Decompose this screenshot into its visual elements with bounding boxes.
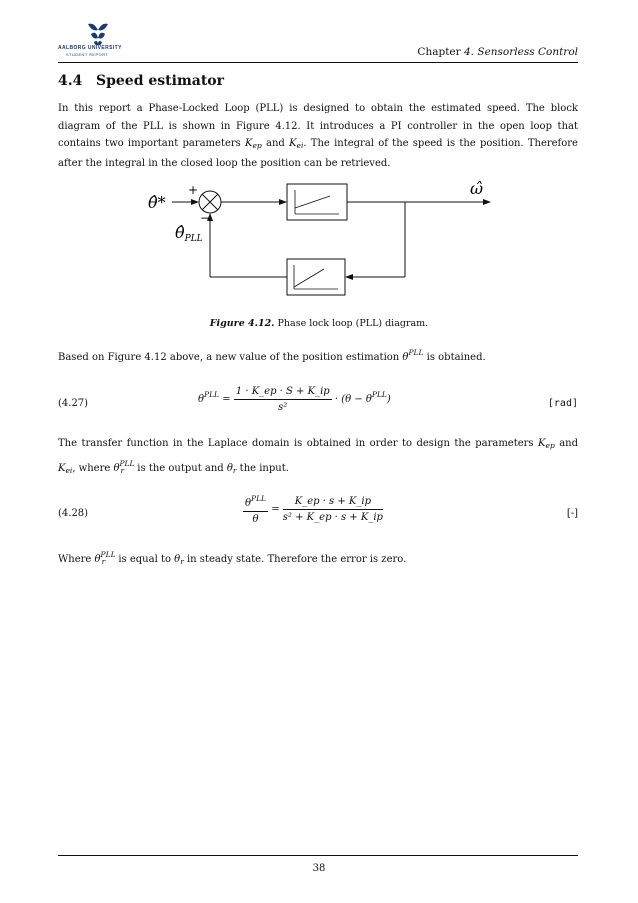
summing-junction: [199, 191, 221, 213]
section-title: Speed estimator: [96, 73, 225, 89]
figure-label: Figure 4.12.: [209, 318, 275, 329]
p3-and: and: [554, 438, 578, 449]
p4-theta: θ: [94, 554, 101, 565]
section-heading: [58, 73, 224, 89]
eq-rest-end: ): [386, 394, 391, 405]
eq-fraction: [234, 386, 332, 413]
equation-body: [198, 386, 391, 413]
chapter-number: 4.: [464, 46, 475, 58]
p3-text-c: is the output and: [134, 462, 227, 474]
equation-number: (4.27): [58, 398, 89, 409]
kep-subscript: ep: [252, 141, 262, 150]
equation-body: [243, 494, 383, 525]
kep-symbol: K: [245, 138, 253, 149]
eq-equals: =: [219, 394, 234, 405]
eq-equals: =: [268, 504, 283, 515]
p3-theta-r2: θ: [226, 462, 233, 474]
p3-kei-sub: ei: [65, 465, 73, 475]
p3-text-d: the input.: [236, 462, 289, 474]
logo-university-name: AALBORG UNIVERSITY: [58, 45, 122, 51]
paragraph-steady-state: [58, 546, 578, 571]
p3-theta-r-sup: PLL: [119, 458, 135, 468]
p3-kep: K: [538, 438, 546, 449]
p2-text-a: Based on Figure 4.12 above, a new value of the position estimation: [58, 352, 403, 363]
equation-number: (4.28): [58, 508, 89, 519]
equation-4-27: [58, 386, 578, 426]
kei-symbol: K: [289, 138, 297, 149]
intro-paragraph: [58, 100, 578, 172]
p4-text-b: is equal to: [115, 554, 175, 565]
input-theta-label: θ̂*: [148, 193, 166, 212]
eq-rest: · (θ − θ: [331, 394, 372, 405]
p2-text-b: is obtained.: [423, 352, 486, 363]
figure-caption: [0, 318, 638, 329]
kei-subscript: ei: [296, 141, 304, 150]
eq-denominator: s² + K_ep · s + K_ip: [282, 512, 383, 523]
eq-rhs-fraction: [283, 496, 383, 523]
figure-caption-text: Phase lock loop (PLL) diagram.: [277, 318, 429, 329]
pll-block-diagram: [120, 172, 520, 312]
plus-sign: +: [188, 183, 199, 197]
eq-lhs-sup: PLL: [204, 390, 220, 399]
footer-rule: [58, 855, 578, 856]
intro-and: and: [261, 138, 290, 149]
paragraph-transfer-function: [58, 435, 578, 479]
intro-text-a: In this report a Phase-Locked Loop (PLL) is designed to obtain the estimated speed. The block diagram of the PLL is shown in Figure 4.12. It introduces a PI controller in the open loop that contains two important parameters: [58, 103, 578, 149]
eq-numerator: K_ep · s + K_ip: [283, 496, 383, 510]
p3-text-b: , where: [72, 462, 114, 474]
integrator-block: [287, 259, 345, 295]
paragraph-position-estimation: [58, 344, 578, 367]
eq-rest-sup: PLL: [371, 390, 387, 399]
p4-text-a: Where: [58, 554, 95, 565]
minus-sign: −: [200, 211, 211, 225]
eq-lhs: θ: [198, 394, 205, 405]
equation-unit: [rad]: [547, 398, 578, 409]
equation-4-28: [58, 494, 578, 534]
intro-text-b: . The integral of the speed is the position. Therefore after the integral in the closed loop the position can be retrieved.: [58, 138, 578, 169]
chapter-title: Sensorless Control: [477, 46, 578, 58]
logo-student-report: STUDENT REPORT: [66, 52, 109, 57]
p4-theta2: θ: [174, 554, 181, 565]
pi-controller-block: [287, 184, 347, 220]
p4-text-c: in steady state. Therefore the error is zero.: [183, 554, 407, 565]
p3-theta-r: θ: [113, 462, 120, 474]
p4-theta-sup: PLL: [100, 550, 116, 559]
eq-numerator: 1 · K_ep · S + K_ip: [234, 386, 332, 400]
page-number: 38: [312, 863, 326, 874]
eq-lhs-num-sup: PLL: [251, 494, 267, 503]
eq-denominator: s²: [278, 402, 288, 413]
p4-theta-sub: r: [101, 557, 106, 566]
p3-kep-sub: ep: [545, 441, 555, 450]
eq-lhs-den: θ: [252, 514, 259, 525]
p3-theta-r2-sub: r: [232, 465, 237, 475]
p4-theta2-sub: r: [180, 557, 184, 566]
equation-unit: [-]: [566, 508, 578, 519]
eq-lhs-num: θ: [245, 498, 252, 509]
p3-theta-r-sub: r: [120, 465, 125, 475]
header-rule: [58, 62, 578, 63]
running-head: [417, 46, 578, 58]
section-number: 4.4: [58, 73, 83, 89]
eq-lhs-fraction: [243, 494, 268, 525]
p2-theta: θ: [402, 352, 409, 363]
p3-kei: K: [58, 462, 66, 474]
p2-theta-sup: PLL: [408, 348, 424, 357]
feedback-theta-label: θ̂PLL: [175, 223, 203, 244]
p3-text-a: The transfer function in the Laplace domain is obtained in order to design the parameters: [58, 438, 539, 449]
chapter-prefix: Chapter: [417, 46, 461, 58]
output-omega-label: ω̂: [470, 179, 484, 198]
